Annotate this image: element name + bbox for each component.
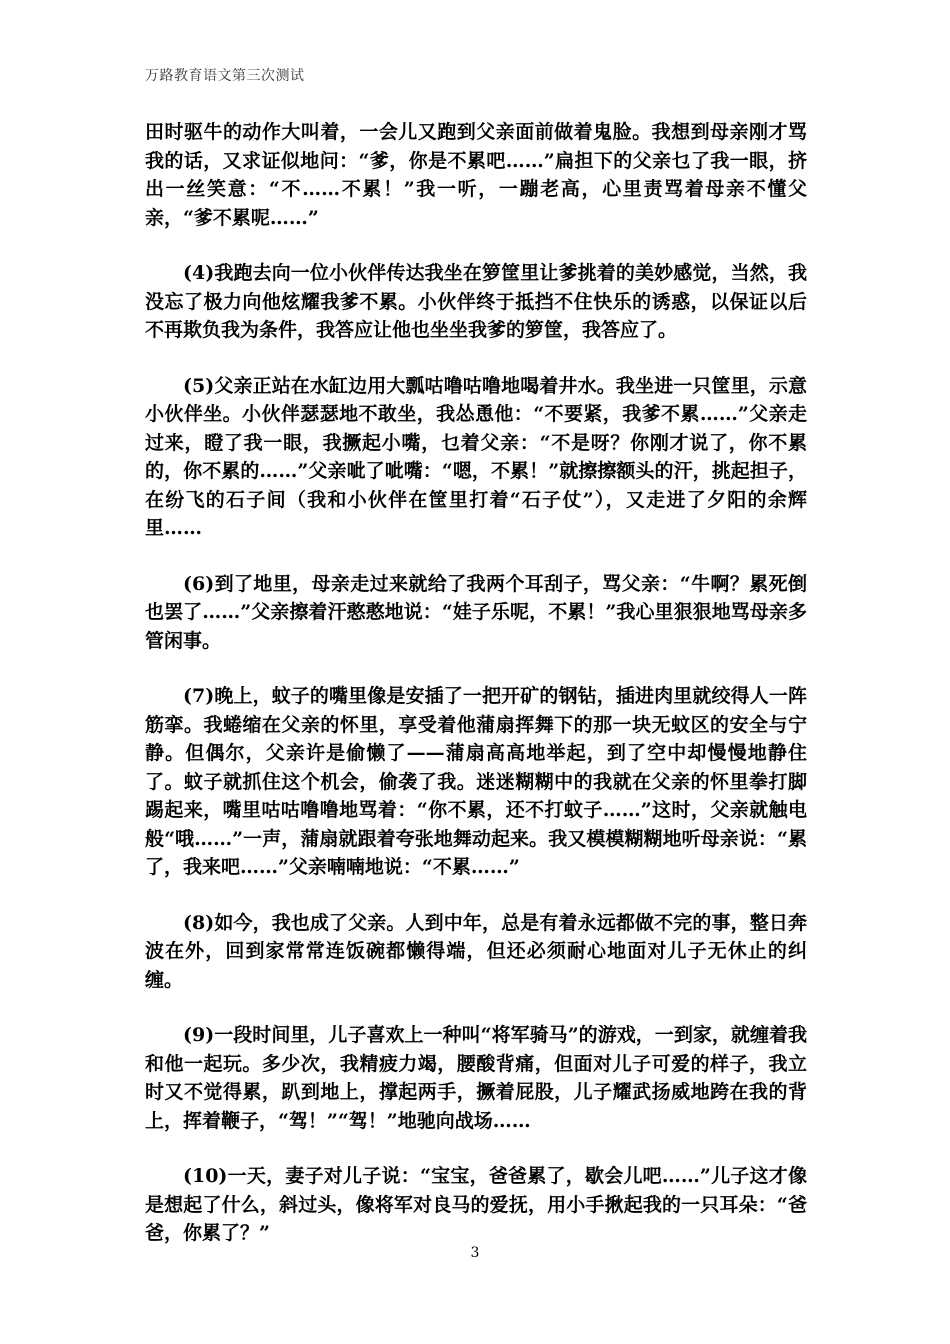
- paragraph-8: (8)如今，我也成了父亲。人到中年，总是有着永远都做不完的事，整日奔波在外，回到家常常连饭碗都懒得端，但还必须耐心地面对儿子无休止的纠缠。: [145, 911, 807, 991]
- paragraph-4: (4)我跑去向一位小伙伴传达我坐在箩筐里让爹挑着的美妙感觉，当然，我没忘了极力向他炫耀我爹不累。小伙伴终于抵挡不住快乐的诱惑，以保证以后不再欺负我为条件，我答应让他也坐坐我爹的箩筐，我答应了。: [145, 262, 807, 341]
- page-number: 3: [470, 1245, 480, 1261]
- paragraph-5: (5)父亲正站在水缸边用大瓢咕噜咕噜地喝着井水。我坐进一只筐里，示意小伙伴坐。小伙伴瑟瑟地不敢坐，我怂恿他：“不要紧，我爹不累……”父亲走过来，瞪了我一眼，我撅起小嘴，乜着父亲：“不是呀？你刚才说了，你不累的，你不累的……”父亲呲了呲嘴：“嗯，不累！”就擦擦额头的汗，挑起担子，在纷飞的石子间（我和小伙伴在筐里打着“石子仗”），又走进了夕阳的余辉里……: [145, 374, 807, 539]
- paragraph-6: (6)到了地里，母亲走过来就给了我两个耳刮子，骂父亲：“牛啊？累死倒也罢了……”父亲擦着汗憨憨地说：“娃子乐呢，不累！”我心里狠狠地骂母亲多管闲事。: [145, 572, 807, 652]
- paragraph-continued: 田时驱牛的动作大叫着，一会儿又跑到父亲面前做着鬼脸。我想到母亲刚才骂我的话，又求证似地问：“爹，你是不累吧……”扁担下的父亲乜了我一眼，挤出一丝笑意：“不……不累！”我一听，一蹦老高，心里责骂着母亲不懂父亲，“爹不累呢……”: [145, 121, 807, 229]
- document-body: [145, 118, 807, 1275]
- paragraph-9: (9)一段时间里，儿子喜欢上一种叫“将军骑马”的游戏，一到家，就缠着我和他一起玩。多少次，我精疲力竭，腰酸背痛，但面对儿子可爱的样子，我立时又不觉得累，趴到地上，撑起两手，撅着屁股，儿子耀武扬威地跨在我的背上，挥着鞭子，“驾！”“驾！”地驰向战场……: [145, 1024, 807, 1132]
- page-header: 万路教育语文第三次测试: [145, 68, 305, 84]
- paragraph-10: (10)一天，妻子对儿子说：“宝宝，爸爸累了，歇会儿吧……”儿子这才像是想起了什么，斜过头，像将军对良马的爱抚，用小手揪起我的一只耳朵：“爸爸，你累了？”: [145, 1165, 807, 1244]
- paragraph-7: (7)晚上，蚊子的嘴里像是安插了一把开矿的钢钻，插进肉里就绞得人一阵筋挛。我蜷缩在父亲的怀里，享受着他蒲扇挥舞下的那一块无蚊区的安全与宁静。但偶尔，父亲许是偷懒了——蒲扇高高地举起，到了空中却慢慢地静住了。蚊子就抓住这个机会，偷袭了我。迷迷糊糊中的我就在父亲的怀里拳打脚踢起来，嘴里咕咕噜噜地骂着：“你不累，还不打蚊子……”这时，父亲就触电般“哦……”一声，蒲扇就跟着夸张地舞动起来。我又模模糊糊地听母亲说：“累了，我来吧……”父亲喃喃地说：“不累……”: [145, 685, 807, 878]
